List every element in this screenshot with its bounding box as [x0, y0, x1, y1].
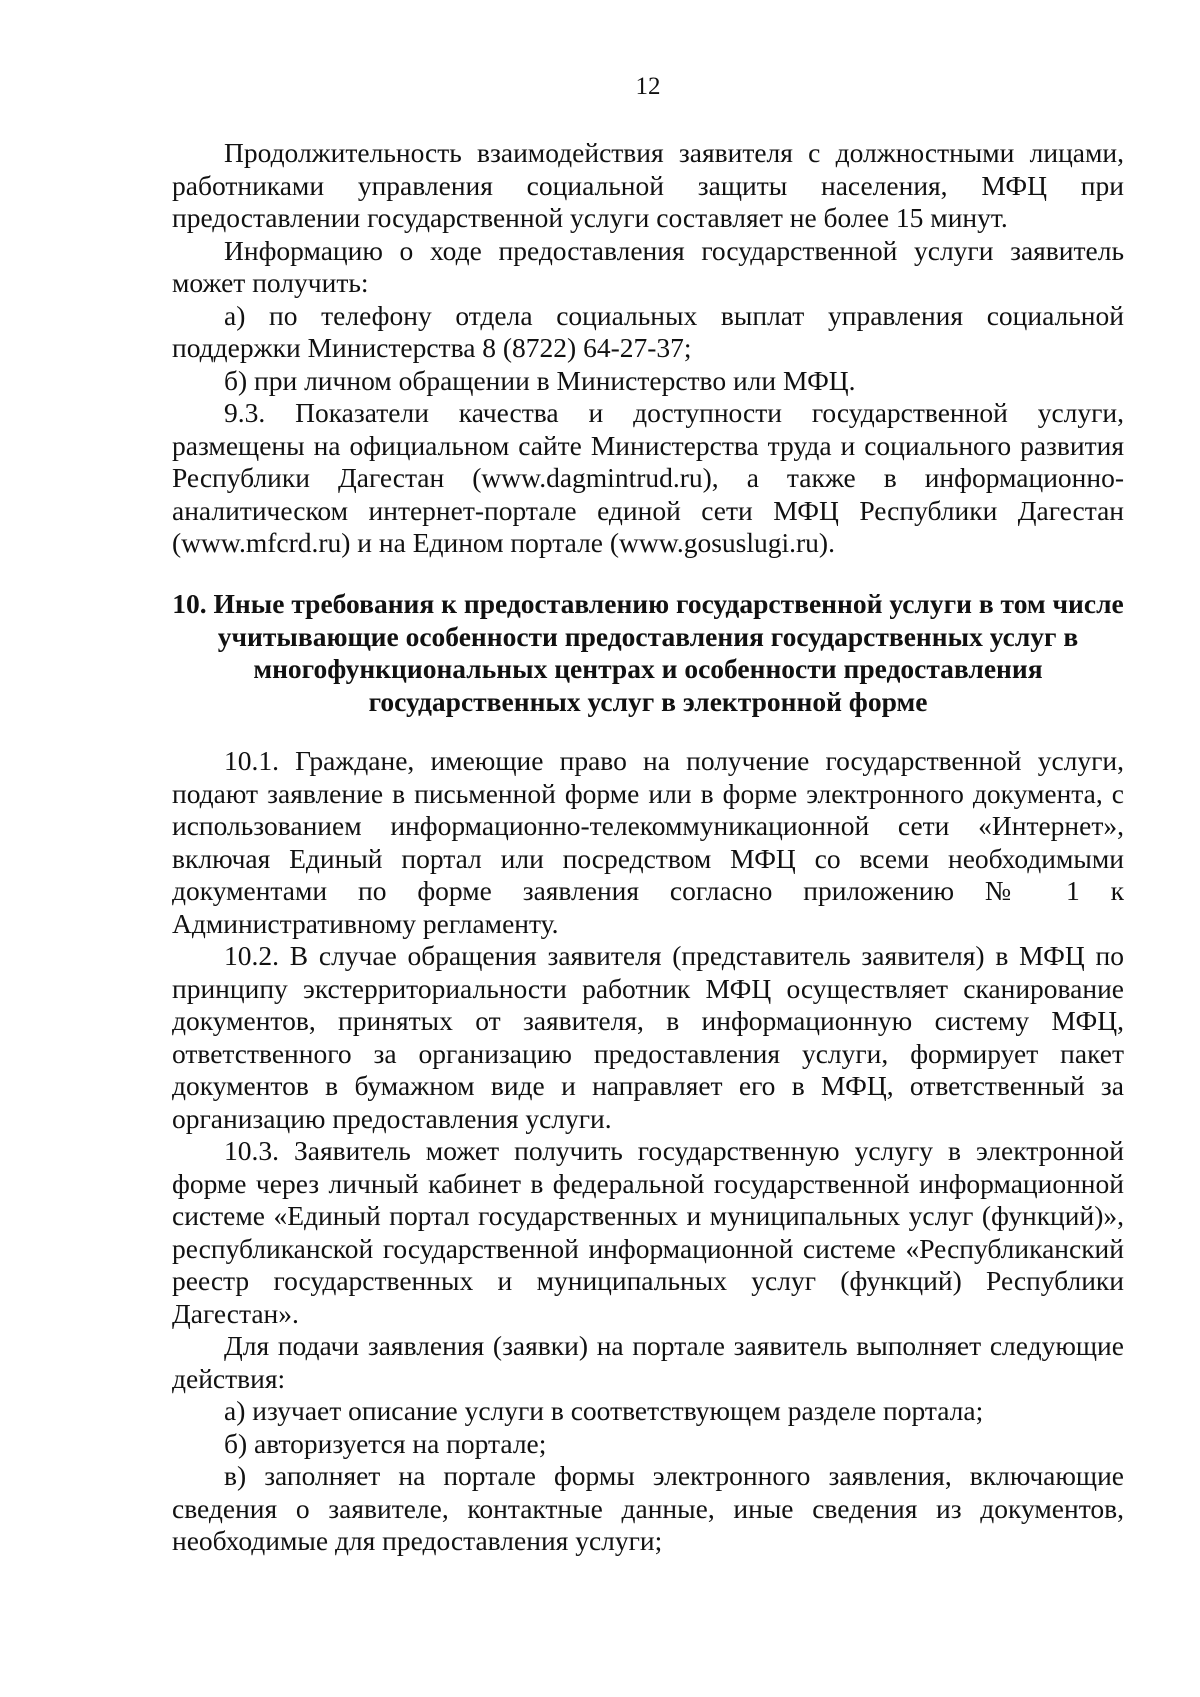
paragraph-10-1: 10.1. Граждане, имеющие право на получение государственной услуги, подают заявление в письменной форме или в форме электронного документа, с использованием информационно-телекоммуникационной сети «Интернет», включая Единый портал или посредством МФЦ со всеми необходимыми документами по форме заявления согласно приложению № 1 к Административному регламенту.: [172, 745, 1124, 939]
paragraph-action-b: б) авторизуется на портале;: [224, 1427, 547, 1459]
paragraph-action-v: в) заполняет на портале формы электронного заявления, включающие сведения о заявителе, контактные данные, иные сведения из документов, необходимые для предоставления услуги;: [172, 1460, 1124, 1556]
page-number: 12: [635, 73, 661, 100]
body-text-top: [172, 137, 1124, 560]
paragraph-interaction-duration: Продолжительность взаимодействия заявителя с должностными лицами, работниками управления социальной защиты населения, МФЦ при предоставлении государственной услуги составляет не более 15 минут.: [172, 137, 1124, 233]
paragraph-item-a-phone: а) по телефону отдела социальных выплат управления социальной поддержки Министерства 8 (8722) 64-27-37;: [172, 299, 1124, 363]
body-text-bottom: [172, 745, 1124, 1558]
paragraph-10-2: 10.2. В случае обращения заявителя (представитель заявителя) в МФЦ по принципу экстерриториальности работник МФЦ осуществляет сканирование документов, принятых от заявителя, в информационную систему МФЦ, ответственного за организацию предоставления услуги, формирует пакет документов в бумажном виде и направляет его в МФЦ, ответственный за организацию предоставления услуги.: [172, 940, 1124, 1134]
paragraph-progress-info: Информацию о ходе предоставления государственной услуги заявитель может получить:: [172, 234, 1124, 298]
paragraph-9-3-quality-indicators: 9.3. Показатели качества и доступности государственной услуги, размещены на официальном сайте Министерства труда и социального развития Республики Дагестан (www.dagmintrud.ru), а также в информационно-аналитическом интернет-портале единой сети МФЦ Республики Дагестан (www.mfcrd.ru) и на Едином портале (www.gosuslugi.ru).: [172, 397, 1124, 558]
paragraph-action-a: а) изучает описание услуги в соответствующем разделе портала;: [224, 1395, 984, 1426]
paragraph-item-b-visit: б) при личном обращении в Министерство или МФЦ.: [224, 364, 856, 396]
section-10-heading: 10. Иные требования к предоставлению государственной услуги в том числе учитывающие особенности предоставления государственных услуг в многофункциональных центрах и особенности предоставления государственных услуг в электронной форме: [172, 588, 1124, 717]
paragraph-portal-actions: Для подачи заявления (заявки) на портале заявитель выполняет следующие действия:: [172, 1330, 1124, 1394]
paragraph-10-3: 10.3. Заявитель может получить государственную услугу в электронной форме через личный кабинет в федеральной государственной информационной системе «Единый портал государственных и муниципальных услуг (функций)», республиканской государственной информационной системе «Республиканский реестр государственных и муниципальных услуг (функций) Республики Дагестан».: [172, 1135, 1124, 1329]
